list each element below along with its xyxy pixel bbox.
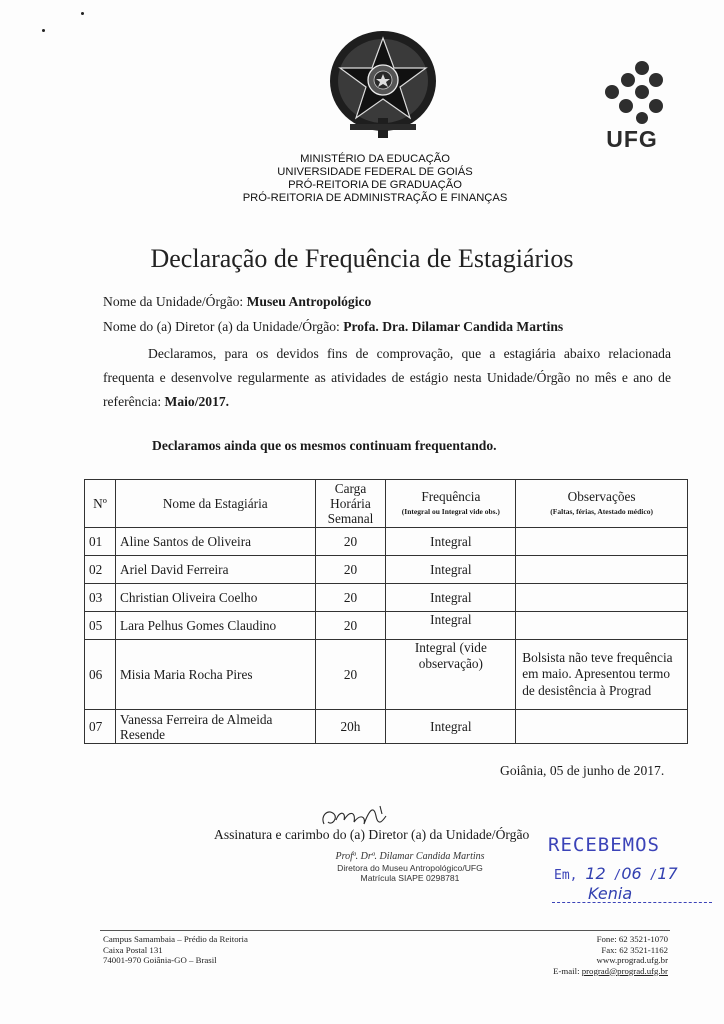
ufg-hexagons-icon [594, 58, 670, 126]
footer-divider [100, 930, 670, 931]
row-observations [516, 612, 688, 640]
scan-speck [42, 29, 45, 32]
row-name: Aline Santos de Oliveira [115, 528, 315, 556]
scan-speck [81, 12, 84, 15]
footer-email-line [553, 966, 668, 977]
row-name: Ariel David Ferreira [115, 556, 315, 584]
header-frequency-label: Frequência [421, 488, 481, 504]
row-num: 01 [85, 528, 116, 556]
footer-address-line: Campus Samambaia – Prédio da Reitoria [103, 934, 248, 944]
row-hours: 20 [315, 584, 386, 612]
row-name: Vanessa Ferreira de Almeida Resende [115, 710, 315, 744]
director-stamp [330, 852, 490, 884]
stamp-name: Profª. Drª. Dilamar Candida Martins [335, 851, 485, 862]
footer-email-label: E-mail: [553, 965, 582, 976]
header-prograd: PRÓ-REITORIA DE GRADUAÇÃO [288, 179, 462, 191]
row-hours: 20 [315, 528, 386, 556]
row-num: 03 [85, 584, 116, 612]
row-observations [516, 710, 688, 744]
received-year: 17 [657, 864, 678, 883]
header-name: Nome da Estagiária [115, 480, 315, 528]
continuation-text: Declaramos ainda que os mesmos continuam frequentando. [152, 438, 497, 453]
header-num: Nº [85, 480, 116, 528]
row-observations [516, 584, 688, 612]
table-row [85, 556, 688, 584]
row-hours: 20 [315, 612, 386, 640]
declaration-text: Declaramos, para os devidos fins de comprovação, que a estagiária abaixo relacionada frequenta e desenvolve regularmente as atividades de estágio nesta Unidade/Órgão no mês e ano de referência: [103, 346, 671, 409]
received-date-label: Em, [554, 868, 578, 883]
row-observations: Bolsista não teve frequência em maio. Apresentou termo de desistência à Prograd [516, 640, 688, 710]
row-num: 02 [85, 556, 116, 584]
stamp-registration: Matrícula SIAPE 0298781 [360, 873, 460, 883]
signature-caption: Assinatura e carimbo do (a) Diretor (a) da Unidade/Órgão [214, 827, 530, 842]
footer-phone: Fone: 62 3521-1070 [596, 934, 668, 944]
row-observations [516, 528, 688, 556]
ufg-logo-text: UFG [606, 126, 658, 152]
table-row [85, 584, 688, 612]
row-observations [516, 556, 688, 584]
continuation-statement [152, 437, 497, 454]
header-observations-note: (Faltas, férias, Atestado médico) [550, 506, 653, 516]
header-frequency-note: (Integral ou Integral vide obs.) [401, 506, 500, 516]
row-frequency: Integral [386, 556, 516, 584]
received-day: 12 [585, 864, 606, 883]
header-hours-line: Carga [334, 481, 367, 496]
row-num: 07 [85, 710, 116, 744]
header-ministry: MINISTÉRIO DA EDUCAÇÃO [300, 153, 450, 165]
row-frequency: Integral [386, 710, 516, 744]
row-frequency: Integral (vide observação) [386, 640, 516, 710]
unit-label: Nome da Unidade/Órgão: [103, 294, 244, 309]
table-header-row [85, 480, 688, 528]
stamp-role: Diretora do Museu Antropológico/UFG [337, 862, 483, 873]
row-hours: 20 [315, 556, 386, 584]
director-line [103, 318, 563, 335]
brazil-coat-of-arms-icon [328, 26, 438, 141]
ufg-logo [594, 58, 670, 154]
header-proad: PRÓ-REITORIA DE ADMINISTRAÇÃO E FINANÇAS [242, 192, 508, 204]
received-stamp-date: Em, 12 /06 /17 [554, 864, 678, 883]
reference-month: Maio/2017. [164, 394, 230, 409]
header-frequency [386, 480, 516, 528]
row-name: Lara Pelhus Gomes Claudino [115, 612, 315, 640]
header-observations [516, 480, 688, 528]
row-hours: 20 [315, 640, 386, 710]
received-month: 06 [621, 864, 642, 883]
document-title: Declaração de Frequência de Estagiários [150, 244, 574, 273]
header-observations-label: Observações [567, 488, 636, 504]
row-hours: 20h [315, 710, 386, 744]
declaration-paragraph [103, 342, 671, 414]
received-by-name: Kenia [588, 884, 633, 903]
footer-email-link[interactable]: prograd@prograd.ufg.br [581, 965, 668, 976]
footer-address-line: Caixa Postal 131 [103, 944, 163, 955]
received-stamp-title: RECEBEMOS [548, 834, 660, 856]
row-frequency: Integral [386, 584, 516, 612]
interns-table [84, 479, 688, 744]
director-label: Nome do (a) Diretor (a) da Unidade/Órgão: [103, 319, 340, 334]
footer-address [103, 934, 248, 966]
received-stamp-line [552, 902, 712, 903]
table-row [85, 528, 688, 556]
header-hours-line: Horária [330, 496, 371, 511]
table-row [85, 710, 688, 744]
footer-address-line: 74001-970 Goiânia-GO – Brasil [103, 955, 217, 965]
unit-line [103, 293, 371, 310]
row-name: Misia Maria Rocha Pires [115, 640, 315, 710]
header-hours [315, 480, 386, 528]
director-value: Profa. Dra. Dilamar Candida Martins [343, 319, 564, 334]
row-num: 05 [85, 612, 116, 640]
table-row [85, 612, 688, 640]
table-row [85, 640, 688, 710]
header-hours-line: Semanal [327, 511, 374, 526]
unit-value: Museu Antropológico [246, 294, 372, 309]
header-university: UNIVERSIDADE FEDERAL DE GOIÁS [277, 166, 473, 178]
row-frequency: Integral [386, 612, 516, 640]
footer-contacts [553, 934, 668, 976]
footer-website[interactable]: www.prograd.ufg.br [596, 955, 668, 965]
row-name: Christian Oliveira Coelho [115, 584, 315, 612]
row-frequency: Integral [386, 528, 516, 556]
footer-fax: Fax: 62 3521-1162 [601, 944, 668, 955]
row-num: 06 [85, 640, 116, 710]
received-stamp [548, 834, 718, 903]
date-line: Goiânia, 05 de junho de 2017. [500, 763, 665, 778]
